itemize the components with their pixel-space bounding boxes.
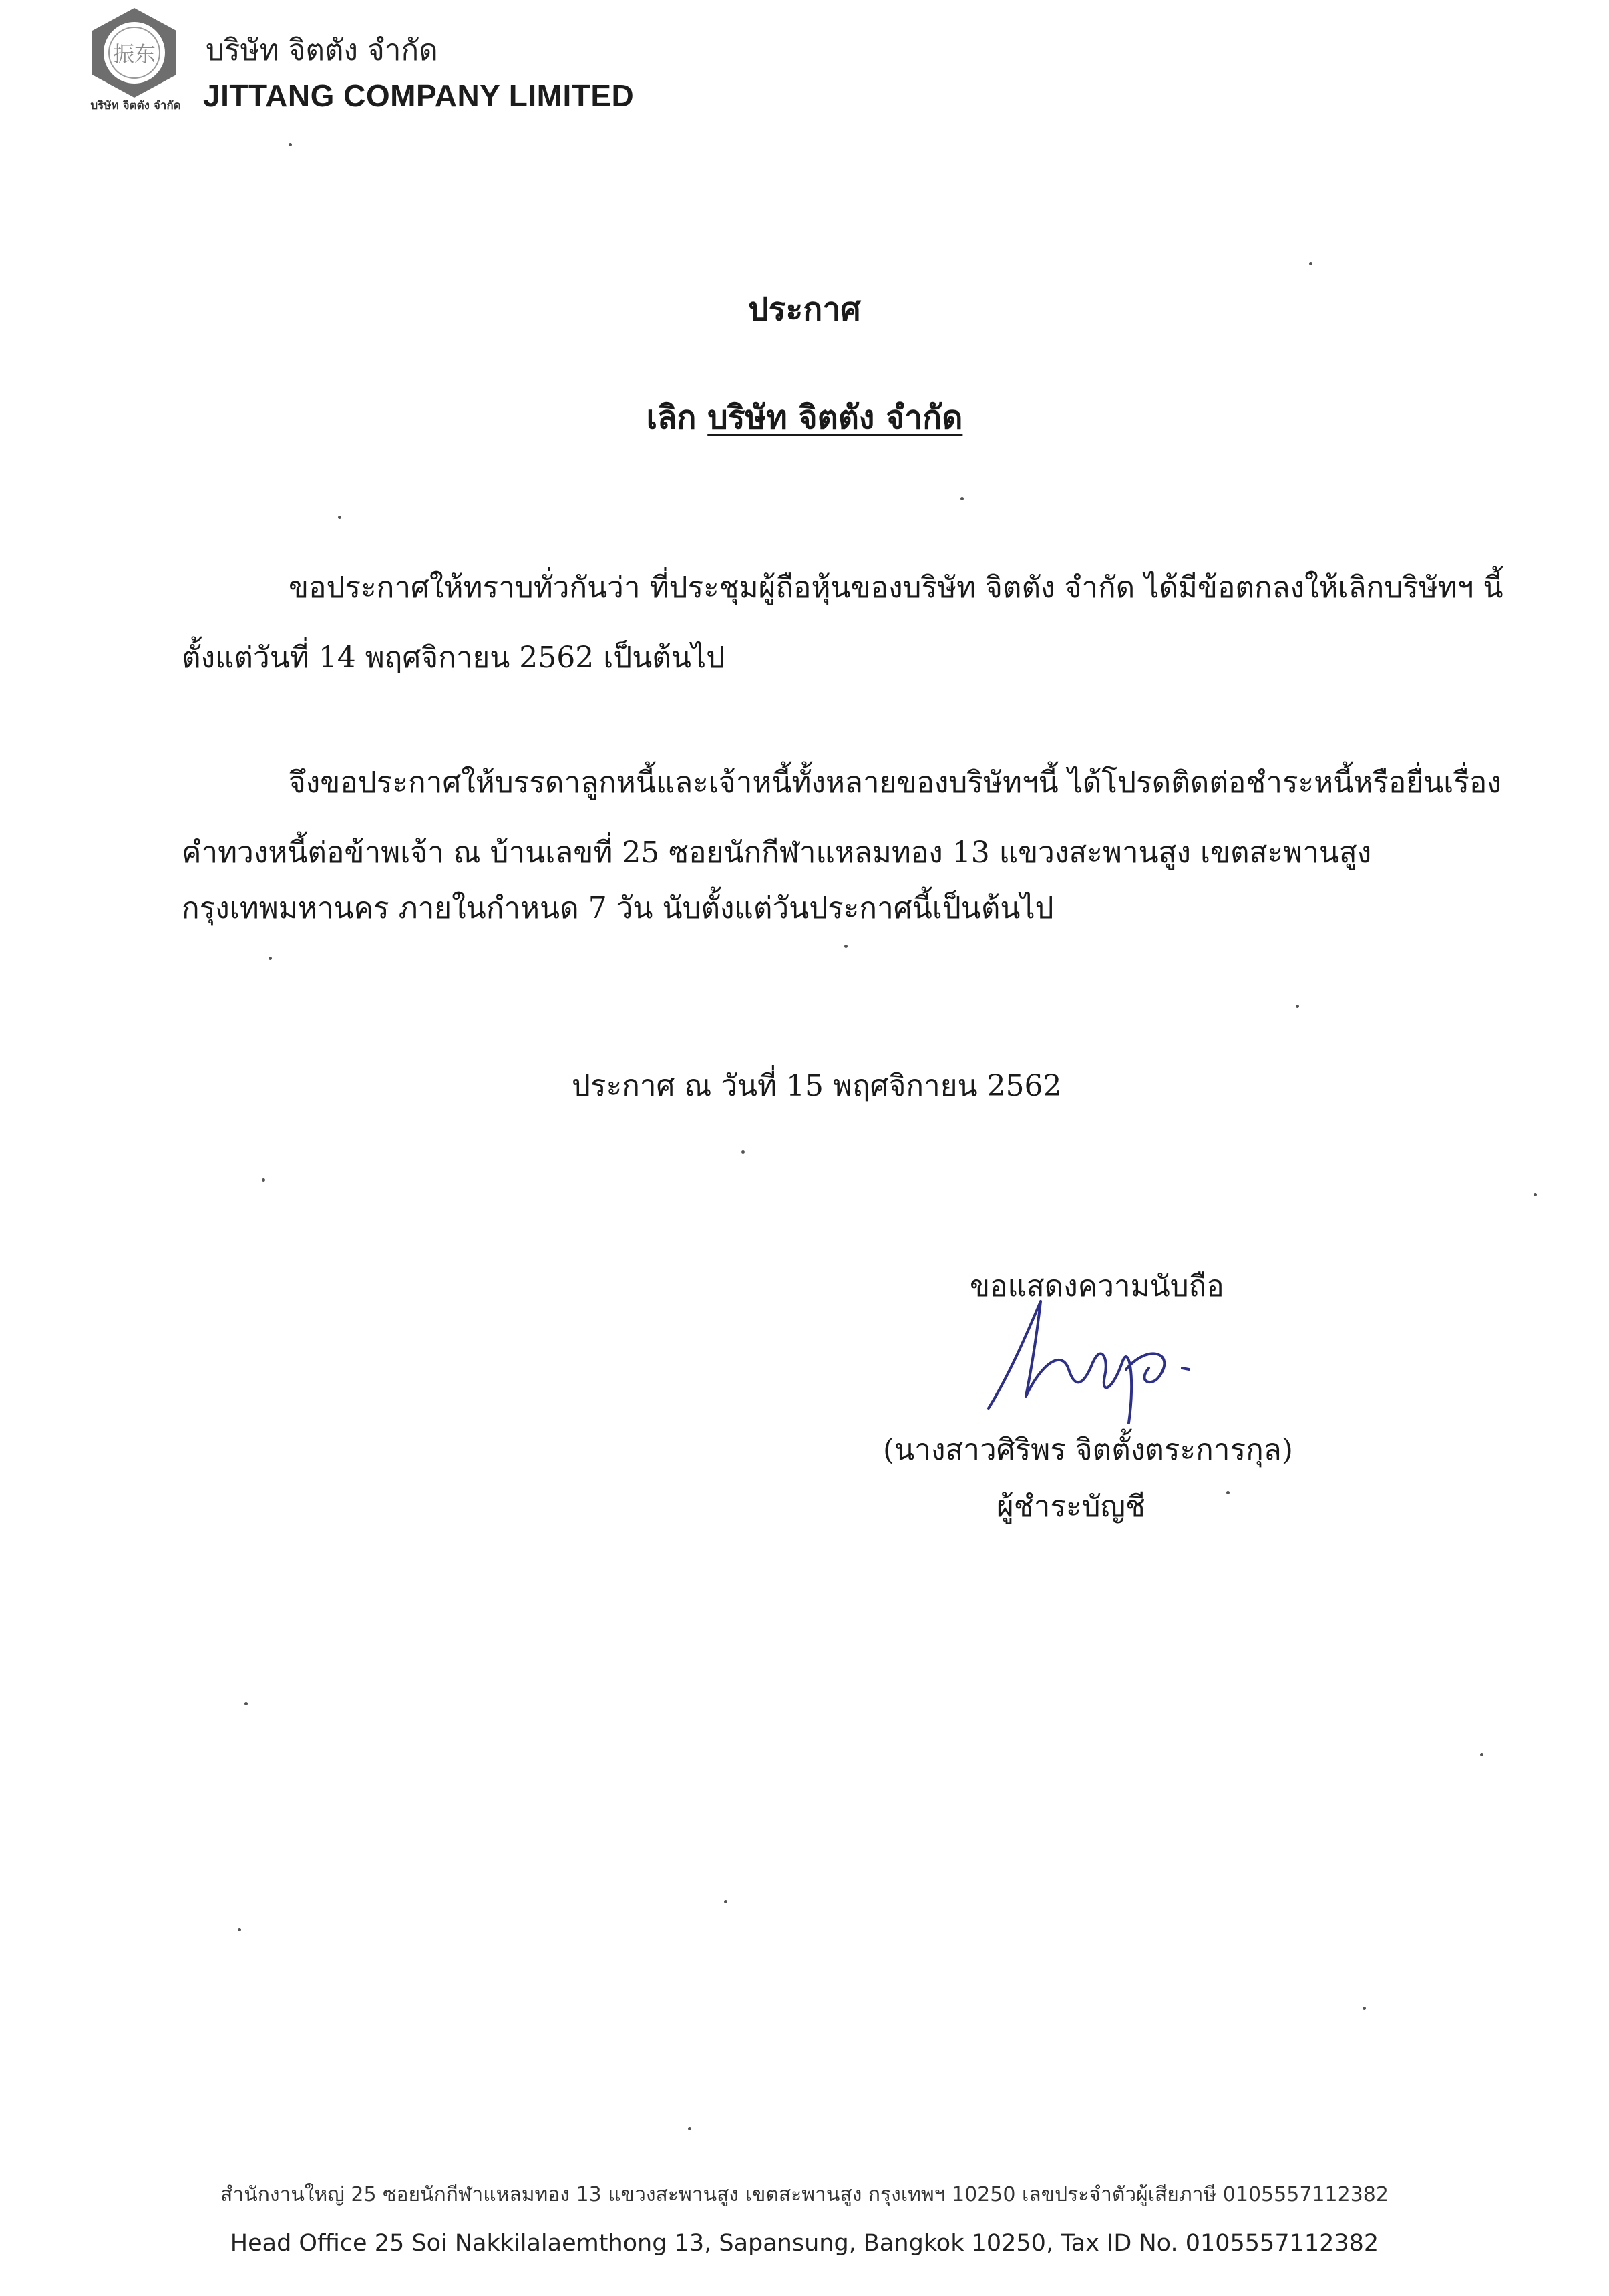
scan-speck	[724, 1900, 727, 1903]
scan-speck	[1480, 1753, 1483, 1756]
signer-name: (นางสาวศิริพร จิตตั้งตระการกุล)	[883, 1433, 1293, 1467]
scan-speck	[844, 945, 848, 948]
paragraph-2-line-2: คำทวงหนี้ต่อข้าพเจ้า ณ บ้านเลขที่ 25 ซอยนักกีฬาแหลมทอง 13 แขวงสะพานสูง เขตสะพานสูง	[182, 836, 1372, 870]
scan-speck	[269, 957, 272, 960]
paragraph-2-line-1: จึงขอประกาศให้บรรดาลูกหนี้และเจ้าหนี้ทั้งหลายของบริษัทฯนี้ ได้โปรดติดต่อชำระหนี้หรือยื่นเรื่อง	[289, 766, 1501, 800]
company-logo	[85, 5, 183, 119]
scan-speck	[688, 2127, 691, 2130]
signer-position: ผู้ชำระบัญชี	[997, 1490, 1145, 1524]
scan-speck	[238, 1928, 241, 1931]
paragraph-2-line-3: กรุงเทพมหานคร ภายในกำหนด 7 วัน นับตั้งแต่วันประกาศนี้เป็นต้นไป	[182, 891, 1054, 925]
scan-speck	[960, 497, 964, 500]
logo-caption: บริษัท จิตตัง จำกัด	[90, 99, 181, 112]
scan-speck	[1309, 262, 1312, 265]
company-name-th: บริษัท จิตตัง จำกัด	[206, 33, 438, 67]
subtitle-prefix: เลิก	[646, 399, 697, 436]
logo-hexagon-icon	[85, 5, 183, 99]
scan-speck	[1296, 1005, 1299, 1008]
scan-speck	[741, 1150, 745, 1154]
announcement-title: ประกาศ	[748, 291, 861, 328]
logo-mark: 振东	[112, 41, 156, 67]
announcement-date: ประกาศ ณ วันที่ 15 พฤศจิกายน 2562	[572, 1069, 1062, 1103]
footer-address-en: Head Office 25 Soi Nakkilalaemthong 13, Sapansung, Bangkok 10250, Tax ID No. 0105557112382	[230, 2230, 1379, 2257]
subtitle-company-name: บริษัท จิตตัง จำกัด	[707, 399, 963, 436]
closing-salutation: ขอแสดงความนับถือ	[970, 1269, 1224, 1303]
paragraph-1-line-2: ตั้งแต่วันที่ 14 พฤศจิกายน 2562 เป็นต้นไป	[182, 641, 725, 675]
scan-speck	[1534, 1193, 1537, 1196]
scan-speck	[1226, 1491, 1230, 1494]
scan-speck	[244, 1702, 248, 1705]
footer-address-th: สำนักงานใหญ่ 25 ซอยนักกีฬาแหลมทอง 13 แขวงสะพานสูง เขตสะพานสูง กรุงเทพฯ 10250 เลขประจำตัวผู้เสียภาษี 0105557112382	[220, 2183, 1389, 2206]
scan-speck	[262, 1178, 265, 1182]
scan-speck	[289, 143, 292, 146]
announcement-subtitle	[0, 392, 1609, 443]
company-name-en: JITTANG COMPANY LIMITED	[203, 78, 635, 113]
scan-speck	[338, 516, 341, 519]
handwritten-signature	[962, 1296, 1242, 1430]
paragraph-1-line-1: ขอประกาศให้ทราบทั่วกันว่า ที่ประชุมผู้ถือหุ้นของบริษัท จิตตัง จำกัด ได้มีข้อตกลงให้เลิกบริษัทฯ นี้	[289, 570, 1503, 605]
scan-speck	[1363, 2007, 1366, 2010]
